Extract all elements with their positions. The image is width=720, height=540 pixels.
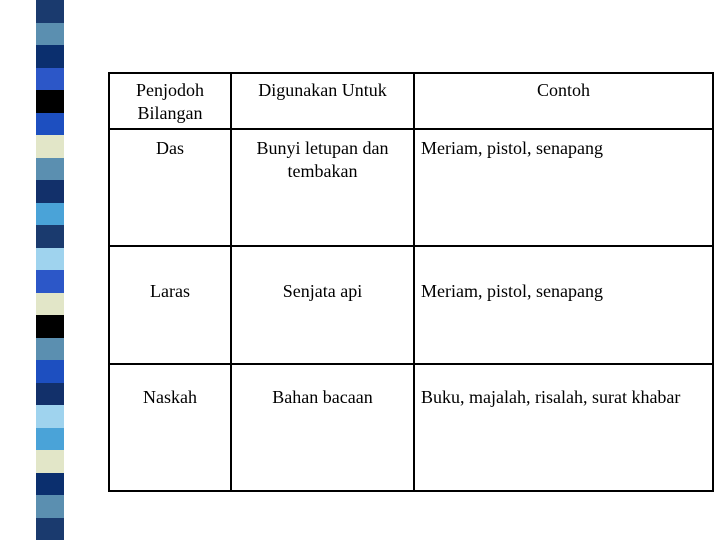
cell-contoh: Meriam, pistol, senapang	[414, 246, 713, 364]
stripe-block	[36, 315, 64, 338]
stripe-block	[36, 135, 64, 158]
table-row	[109, 364, 713, 491]
stripe-block	[36, 225, 64, 248]
stripe-block	[36, 68, 64, 91]
decorative-stripe-bar	[36, 0, 64, 540]
header-digunakan-untuk: Digunakan Untuk	[231, 73, 414, 129]
cell-penjodoh: Laras	[109, 246, 231, 364]
cell-contoh: Buku, majalah, risalah, surat khabar	[421, 387, 681, 407]
stripe-block	[36, 113, 64, 136]
stripe-block	[36, 360, 64, 383]
cell-kegunaan: Bunyi letupan dan tembakan	[231, 129, 414, 246]
header-penjodoh-bilangan: Penjodoh Bilangan	[109, 73, 231, 129]
stripe-block	[36, 158, 64, 181]
cell-kegunaan: Senjata api	[231, 246, 414, 364]
stripe-block	[36, 270, 64, 293]
stripe-block	[36, 428, 64, 451]
stripe-block	[36, 473, 64, 496]
cell-penjodoh: Das	[109, 129, 231, 246]
stripe-block	[36, 405, 64, 428]
stripe-block	[36, 180, 64, 203]
cell-penjodoh: Naskah	[109, 364, 231, 491]
stripe-block	[36, 0, 64, 23]
stripe-block	[36, 45, 64, 68]
stripe-block	[36, 248, 64, 271]
table-row	[109, 246, 713, 364]
stripe-block	[36, 338, 64, 361]
stripe-block	[36, 293, 64, 316]
table-row	[109, 129, 713, 246]
cell-kegunaan: Bahan bacaan	[231, 364, 414, 491]
stripe-block	[36, 23, 64, 46]
cell-contoh: Meriam, pistol, senapang	[414, 129, 713, 246]
classifier-table	[108, 72, 714, 492]
stripe-block	[36, 450, 64, 473]
stripe-block	[36, 495, 64, 518]
stripe-block	[36, 90, 64, 113]
table-header-row	[109, 73, 713, 129]
stripe-block	[36, 203, 64, 226]
stripe-block	[36, 383, 64, 406]
stripe-block	[36, 518, 64, 540]
header-contoh: Contoh	[414, 73, 713, 129]
